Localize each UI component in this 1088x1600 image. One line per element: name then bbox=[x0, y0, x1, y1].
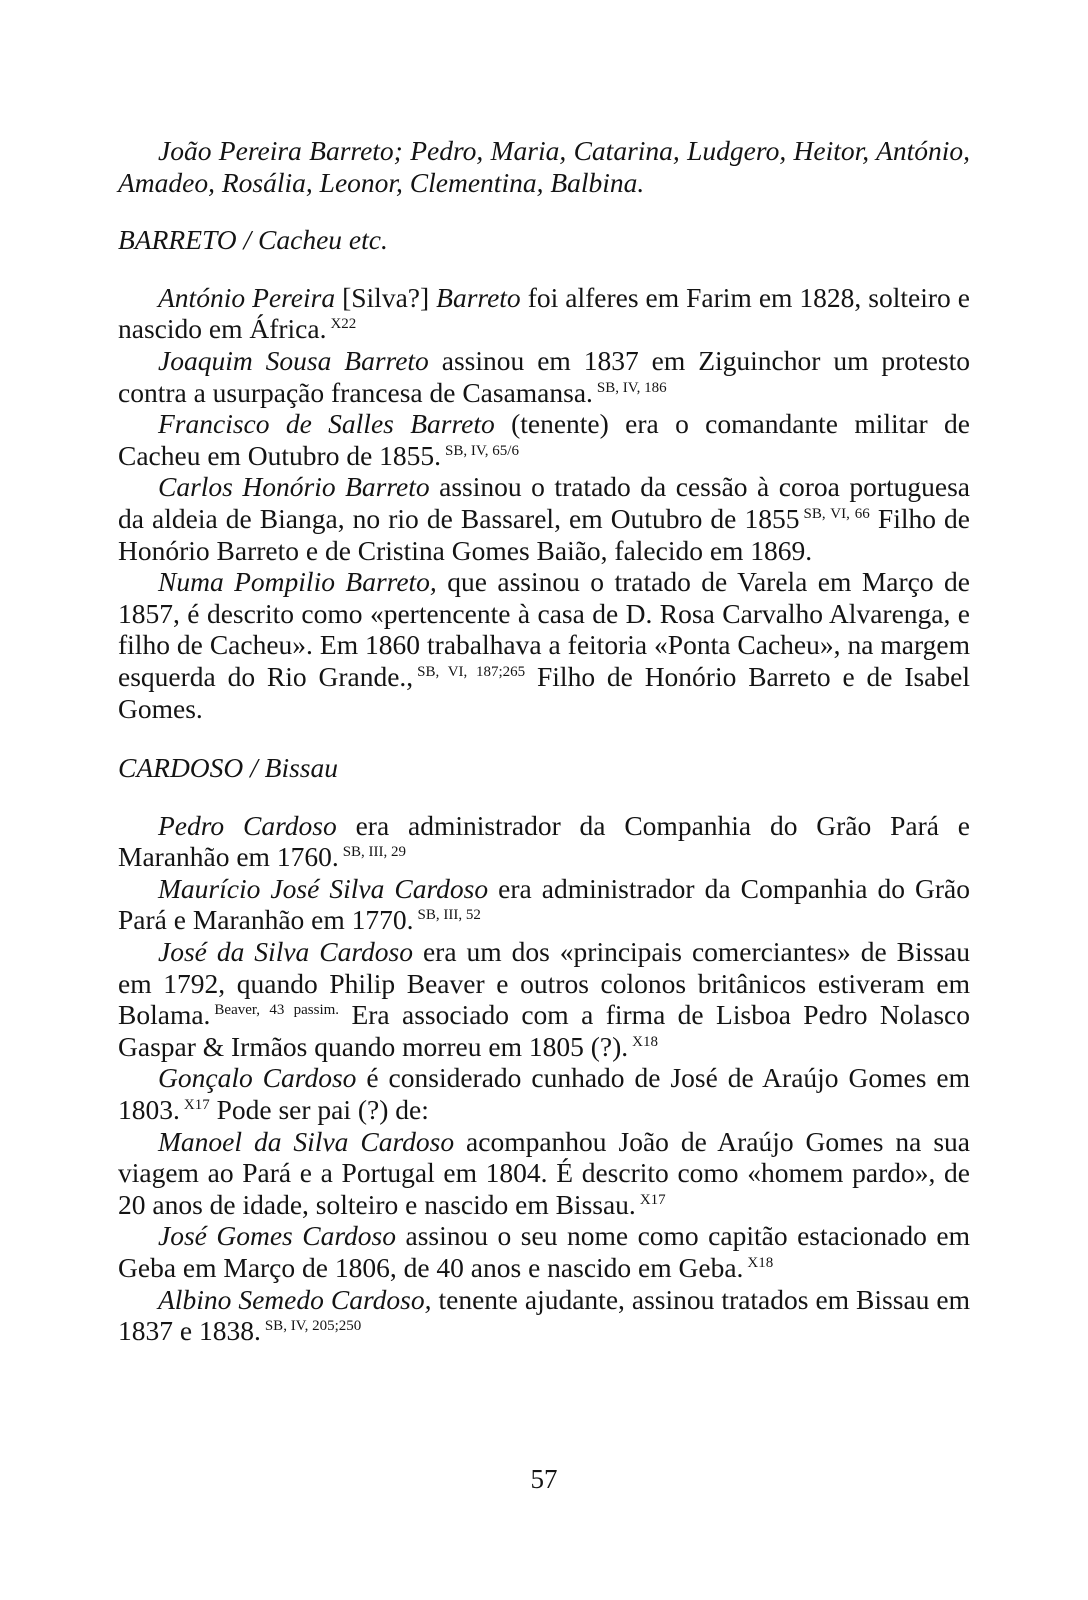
entry-text: é considerado cunhado de José de Araújo Gomes em 1803. bbox=[118, 1062, 970, 1126]
entry-name: Carlos Honório Barreto bbox=[158, 471, 430, 503]
entry-text: [Silva?] bbox=[335, 281, 437, 313]
entry-cardoso-3 bbox=[118, 936, 970, 1062]
entry-text: assinou o tratado da cessão à coroa portuguesa da aldeia de Bianga, no rio de Bassarel, em Outubro de 1855 bbox=[118, 471, 970, 534]
reference-superscript: SB, VI, 66 bbox=[803, 505, 870, 522]
reference-superscript: Beaver, 43 passim. bbox=[214, 1002, 340, 1019]
reference-superscript: SB, III, 29 bbox=[342, 844, 407, 861]
entry-text: assinou em 1837 em Ziguinchor um protesto contra a usurpação francesa de Casamansa. bbox=[118, 344, 970, 408]
entry-text: Filho de Honório Barreto e de Cristina Gomes Baião, falecido em 1869. bbox=[118, 502, 971, 566]
intro-paragraph bbox=[118, 135, 970, 198]
entry-name: José Gomes Cardoso bbox=[158, 1220, 396, 1252]
entry-barreto-5 bbox=[118, 566, 970, 724]
entry-text: era administrador da Companhia do Grão Pará e Maranhão em 1770. bbox=[118, 872, 970, 936]
section-heading-cardoso: CARDOSO / Bissau bbox=[118, 752, 338, 784]
entry-cardoso-1 bbox=[118, 810, 970, 873]
entry-name: Francisco de Salles Barreto bbox=[158, 408, 495, 440]
entry-name: José da Silva Cardoso bbox=[158, 936, 413, 968]
reference-superscript: X18 bbox=[747, 1255, 774, 1271]
entry-text: tenente ajudante, assinou tratados em Bissau em 1837 e 1838. bbox=[118, 1283, 971, 1347]
entry-text: acompanhou João de Araújo Gomes na sua viagem ao Pará e a Portugal em 1804. É descrito como «homem pardo», de 20 anos de idade, solteiro e nascido em Bissau. bbox=[118, 1125, 970, 1220]
reference-superscript: SB, IV, 186 bbox=[596, 379, 667, 396]
entry-barreto-3 bbox=[118, 408, 970, 471]
entry-name: António Pereira bbox=[158, 281, 336, 313]
reference-superscript: X18 bbox=[632, 1033, 658, 1050]
entry-text: Era associado com a firma de Lisboa Pedro Nolasco Gaspar & Irmãos quando morreu em 1805 (?). bbox=[118, 999, 970, 1062]
entry-cardoso-2 bbox=[118, 873, 970, 936]
entry-cardoso-5 bbox=[118, 1126, 970, 1221]
reference-superscript: X17 bbox=[639, 1191, 666, 1208]
entry-text: (tenente) era o comandante militar de Cacheu em Outubro de 1855. bbox=[118, 408, 970, 471]
entry-text: Filho de Honório Barreto e de Isabel Gomes. bbox=[118, 660, 970, 724]
entry-text: era um dos «principais comerciantes» de Bissau em 1792, quando Philip Beaver e outros colonos britânicos estiveram em Bolama. bbox=[118, 936, 971, 1031]
reference-superscript: SB, III, 52 bbox=[417, 907, 481, 924]
entry-name: Maurício José Silva Cardoso bbox=[158, 872, 489, 904]
entry-text: que assinou o tratado de Varela em Março de 1857, é descrito como «pertencente à casa de D. Rosa Carvalho Alvarenga, e filho de Cacheu». Em 1860 trabalhava a feitoria «Ponta Cacheu», na margem esquerda do Rio Grande., bbox=[118, 566, 970, 692]
entry-barreto-4 bbox=[118, 471, 970, 566]
entry-barreto-1 bbox=[118, 282, 970, 345]
entry-cardoso-7 bbox=[118, 1284, 970, 1347]
entry-name: Joaquim Sousa Barreto bbox=[158, 344, 429, 376]
entry-text: era administrador da Companhia do Grão Pará e Maranhão em 1760. bbox=[118, 809, 970, 873]
entry-cardoso-4 bbox=[118, 1062, 970, 1125]
entry-name: Gonçalo Cardoso bbox=[158, 1062, 357, 1094]
entry-cardoso-6 bbox=[118, 1220, 970, 1283]
reference-superscript: SB, VI, 187;265 bbox=[417, 663, 526, 680]
entry-name: Manoel da Silva Cardoso bbox=[158, 1125, 455, 1157]
page-body bbox=[118, 135, 970, 1347]
reference-superscript: SB, IV, 65/6 bbox=[445, 442, 519, 459]
entry-text: foi alferes em Farim em 1828, solteiro e nascido em África. bbox=[118, 281, 971, 345]
section-heading-barreto: BARRETO / Cacheu etc. bbox=[118, 224, 388, 256]
entry-name: Pedro Cardoso bbox=[158, 809, 337, 841]
reference-superscript: X17 bbox=[183, 1097, 210, 1114]
entry-text: assinou o seu nome como capitão estacionado em Geba em Março de 1806, de 40 anos e nascido em Geba. bbox=[118, 1220, 971, 1283]
intro-names: João Pereira Barreto; Pedro, Maria, Catarina, Ludgero, Heitor, António, Amadeo, Rosália, Leonor, Clementina, Balbina. bbox=[118, 135, 970, 198]
page-number: 57 bbox=[530, 1464, 558, 1494]
entry-text: Pode ser pai (?) de: bbox=[209, 1094, 429, 1126]
entry-barreto-2 bbox=[118, 345, 970, 408]
entry-name: Barreto bbox=[436, 281, 521, 313]
reference-superscript: X22 bbox=[330, 316, 357, 333]
reference-superscript: SB, IV, 205;250 bbox=[264, 1318, 362, 1335]
entry-name: Albino Semedo Cardoso, bbox=[158, 1283, 432, 1315]
entry-name: Numa Pompilio Barreto, bbox=[158, 566, 437, 598]
